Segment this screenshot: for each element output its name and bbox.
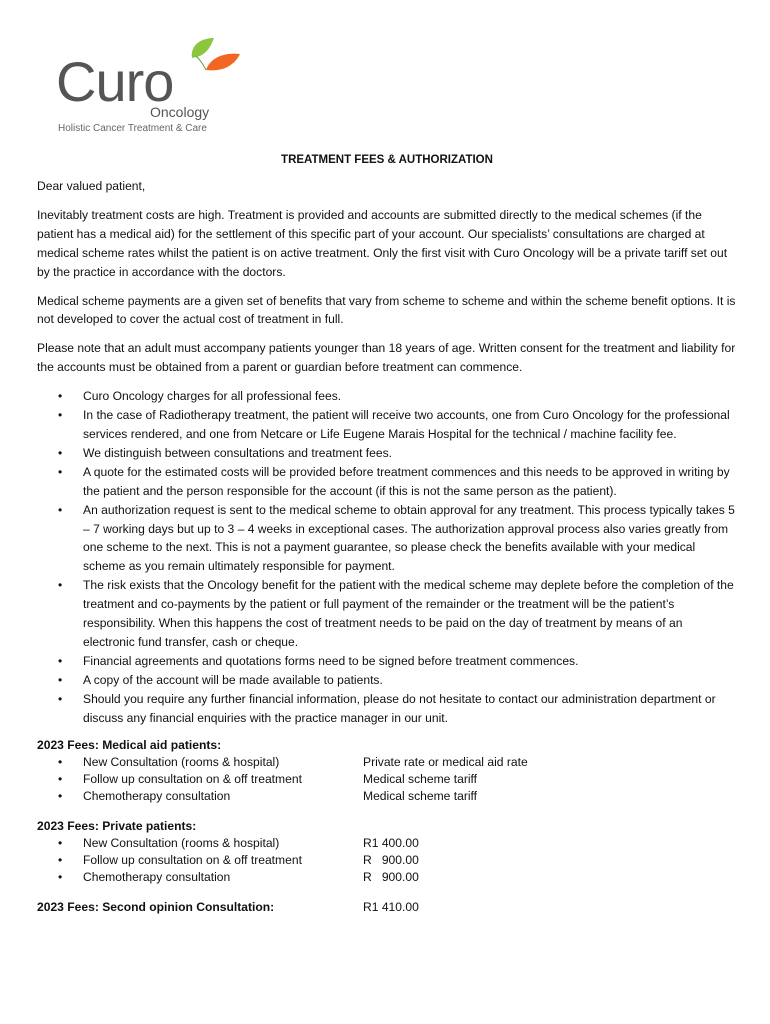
fees-heading: 2023 Fees: Medical aid patients: (37, 738, 222, 753)
list-item: • In the case of Radiotherapy treatment, the patient will receive two accounts, one from Curo Oncology for the professional services rendered, and one from Netcare or Life Eugene Marais Hospital for the technical / machine facility fee. (37, 406, 737, 444)
list-item: • A copy of the account will be made available to patients. (37, 671, 737, 690)
leaf-icon (184, 36, 244, 86)
fee-label: • Follow up consultation on & off treatment (83, 853, 302, 868)
fees-private (37, 818, 737, 886)
logo-subtitle: Oncology (150, 104, 210, 120)
paragraph-minors: Please note that an adult must accompany patients younger than 18 years of age. Written consent for the treatment and liability for the accounts must be obtained from a parent or guardian before treatment can commence. (37, 341, 736, 375)
fee-value: Medical scheme tariff (363, 789, 478, 804)
list-item: • The risk exists that the Oncology benefit for the patient with the medical scheme may deplete before the completion of the treatment and co-payments by the patient or full payment of the remainder or the treatment will be the patient’s responsibility. When this happens the cost of treatment needs to be paid on the day of treatment by means of an electronic fund transfer, cash or cheque. (37, 576, 737, 652)
fee-row (37, 788, 737, 805)
fee-label: • New Consultation (rooms & hospital) (83, 755, 280, 770)
fee-row (37, 754, 737, 771)
paragraph-costs: Inevitably treatment costs are high. Treatment is provided and accounts are submitted directly to the medical schemes (if the patient has a medical aid) for the settlement of this specific part of your account. Our specialists’ consultations are charged at medical scheme rates whilst the patient is on active treatment. Only the first visit with Curo Oncology will be a private tariff set out by the practice in accordance with the doctors. (37, 207, 728, 279)
fees-medical-aid (37, 737, 737, 805)
fees-heading: 2023 Fees: Second opinion Consultation: (37, 900, 275, 915)
fee-row (37, 835, 737, 852)
fee-value: Medical scheme tariff (363, 772, 478, 787)
fees-second-opinion (37, 899, 737, 916)
fee-row (37, 869, 737, 886)
fee-row (37, 771, 737, 788)
list-item: • Financial agreements and quotations forms need to be signed before treatment commences. (37, 652, 737, 671)
list-item: • We distinguish between consultations and treatment fees. (37, 444, 737, 463)
policy-list (37, 387, 737, 727)
fee-value: R 900.00 (363, 870, 419, 885)
fee-label: • New Consultation (rooms & hospital) (83, 836, 280, 851)
fees-heading: 2023 Fees: Private patients: (37, 819, 197, 834)
logo-word: Curo (56, 50, 174, 113)
list-item: • Should you require any further financial information, please do not hesitate to contact our administration department or discuss any financial enquiries with the practice manager in our unit. (37, 690, 737, 728)
greeting: Dear valued patient, (37, 179, 146, 193)
logo-tagline: Holistic Cancer Treatment & Care (58, 123, 207, 134)
list-item: • A quote for the estimated costs will be provided before treatment commences and this needs to be approved in writing by the patient and the person responsible for the account (if this is not the same person as the patient). (37, 463, 737, 501)
curo-oncology-logo (52, 36, 242, 136)
fee-label: • Follow up consultation on & off treatment (83, 772, 302, 787)
fee-value: R 900.00 (363, 853, 419, 868)
paragraph-benefits: Medical scheme payments are a given set of benefits that vary from scheme to scheme and within the scheme benefit options. It is not developed to cover the actual cost of treatment in full. (37, 293, 736, 327)
fee-row (37, 852, 737, 869)
list-item: • An authorization request is sent to the medical scheme to obtain approval for any treatment. This process typically takes 5 – 7 working days but up to 3 – 4 weeks in exceptional cases. The authorization approval process also varies greatly from one scheme to the next. This is not a payment guarantee, so please check the benefits available with your medical scheme as you remain ultimately responsible for payment. (37, 501, 737, 577)
list-item: • Curo Oncology charges for all professional fees. (37, 387, 737, 406)
fee-value: Private rate or medical aid rate (363, 755, 528, 770)
page-title: TREATMENT FEES & AUTHORIZATION (281, 154, 493, 166)
fee-label: • Chemotherapy consultation (83, 870, 231, 885)
document-body (37, 152, 737, 916)
fees-section (37, 737, 737, 916)
fee-value: R1 410.00 (363, 900, 419, 915)
fee-value: R1 400.00 (363, 836, 419, 851)
fee-label: • Chemotherapy consultation (83, 789, 231, 804)
